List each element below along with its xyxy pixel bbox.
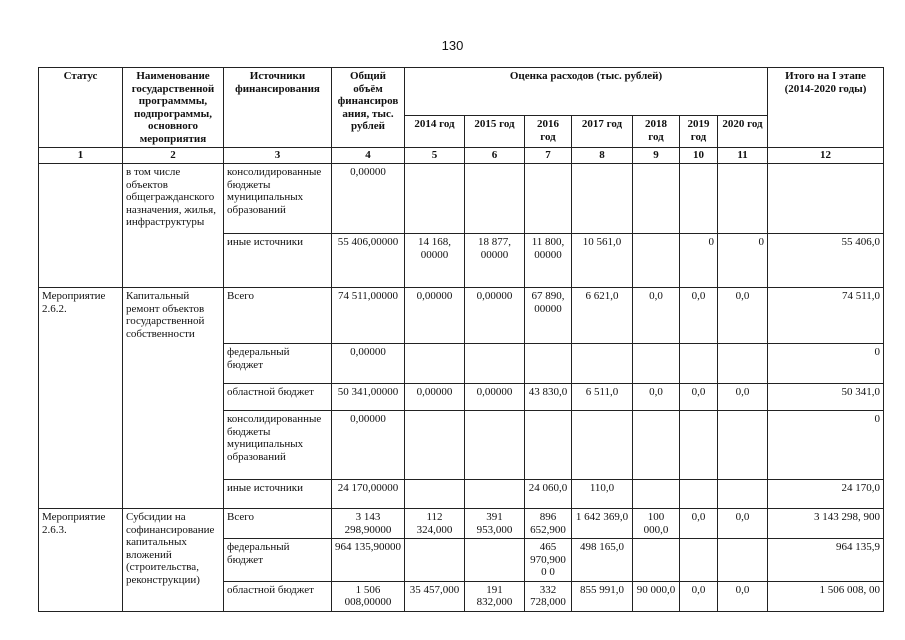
source-cell: Всего <box>224 509 332 539</box>
header-year: 2020 год <box>718 116 768 148</box>
value-cell <box>405 164 465 234</box>
value-cell: 191 832,000 <box>465 581 525 611</box>
stage-total-cell: 0 <box>768 344 884 384</box>
value-cell <box>633 411 680 480</box>
header-total: Общий объём финансирования, тыс. рублей <box>332 68 405 148</box>
stage-total-cell: 50 341,0 <box>768 384 884 411</box>
value-cell <box>525 164 572 234</box>
stage-total-cell: 0 <box>768 411 884 480</box>
value-cell: 0,00000 <box>465 288 525 344</box>
header-stage-total: Итого на I этапе (2014-2020 годы) <box>768 68 884 148</box>
value-cell: 11 800, 00000 <box>525 234 572 288</box>
value-cell: 0,0 <box>718 288 768 344</box>
value-cell: 896 652,900 <box>525 509 572 539</box>
value-cell <box>465 411 525 480</box>
value-cell: 0,0 <box>680 509 718 539</box>
total-cell: 0,00000 <box>332 344 405 384</box>
column-index: 11 <box>718 148 768 164</box>
column-index: 4 <box>332 148 405 164</box>
source-cell: Всего <box>224 288 332 344</box>
value-cell: 0,0 <box>633 288 680 344</box>
column-index: 6 <box>465 148 525 164</box>
total-cell: 964 135,90000 <box>332 539 405 582</box>
value-cell <box>405 480 465 509</box>
stage-total-cell: 74 511,0 <box>768 288 884 344</box>
value-cell: 0,00000 <box>405 288 465 344</box>
value-cell: 0,0 <box>680 581 718 611</box>
value-cell <box>465 539 525 582</box>
column-index: 3 <box>224 148 332 164</box>
value-cell <box>465 344 525 384</box>
total-cell: 0,00000 <box>332 164 405 234</box>
value-cell: 14 168, 00000 <box>405 234 465 288</box>
stage-total-cell: 964 135,9 <box>768 539 884 582</box>
value-cell: 43 830,0 <box>525 384 572 411</box>
value-cell: 35 457,000 <box>405 581 465 611</box>
value-cell: 498 165,0 <box>572 539 633 582</box>
value-cell: 6 511,0 <box>572 384 633 411</box>
source-cell: федеральный бюджет <box>224 344 332 384</box>
column-index: 5 <box>405 148 465 164</box>
value-cell <box>465 164 525 234</box>
value-cell <box>405 344 465 384</box>
name-cell: Капитальный ремонт объектов государственной собственности <box>123 288 224 509</box>
status-cell: Мероприятие 2.6.3. <box>39 509 123 612</box>
value-cell: 0,0 <box>718 581 768 611</box>
value-cell: 0 <box>680 234 718 288</box>
value-cell: 0,00000 <box>465 384 525 411</box>
source-cell: консолидированные бюджеты муниципальных образований <box>224 411 332 480</box>
stage-total-cell: 3 143 298, 900 <box>768 509 884 539</box>
value-cell <box>718 539 768 582</box>
source-cell: областной бюджет <box>224 581 332 611</box>
header-sources: Источники финансирования <box>224 68 332 148</box>
value-cell: 0,0 <box>680 384 718 411</box>
value-cell: 391 953,000 <box>465 509 525 539</box>
value-cell: 0,0 <box>718 384 768 411</box>
value-cell: 855 991,0 <box>572 581 633 611</box>
source-cell: консолидированные бюджеты муниципальных образований <box>224 164 332 234</box>
column-index: 2 <box>123 148 224 164</box>
value-cell: 10 561,0 <box>572 234 633 288</box>
value-cell <box>572 164 633 234</box>
value-cell <box>465 480 525 509</box>
value-cell: 465 970,9000 0 <box>525 539 572 582</box>
header-name: Наименование государственной программмы, подпрограммы, основного мероприятия <box>123 68 224 148</box>
value-cell <box>633 480 680 509</box>
value-cell <box>572 344 633 384</box>
value-cell: 0,0 <box>718 509 768 539</box>
value-cell <box>680 344 718 384</box>
stage-total-cell <box>768 164 884 234</box>
value-cell <box>680 539 718 582</box>
value-cell <box>718 344 768 384</box>
value-cell: 6 621,0 <box>572 288 633 344</box>
value-cell: 1 642 369,0 <box>572 509 633 539</box>
value-cell <box>680 164 718 234</box>
value-cell <box>405 539 465 582</box>
header-status: Статус <box>39 68 123 148</box>
value-cell <box>718 164 768 234</box>
total-cell: 74 511,00000 <box>332 288 405 344</box>
value-cell: 18 877, 00000 <box>465 234 525 288</box>
source-cell: федеральный бюджет <box>224 539 332 582</box>
header-year: 2014 год <box>405 116 465 148</box>
value-cell: 0 <box>718 234 768 288</box>
status-cell: Мероприятие 2.6.2. <box>39 288 123 509</box>
value-cell <box>525 411 572 480</box>
status-cell <box>39 164 123 288</box>
value-cell <box>633 164 680 234</box>
stage-total-cell: 24 170,0 <box>768 480 884 509</box>
value-cell <box>572 411 633 480</box>
value-cell: 0,0 <box>633 384 680 411</box>
value-cell: 0,0 <box>680 288 718 344</box>
source-cell: областной бюджет <box>224 384 332 411</box>
value-cell: 90 000,0 <box>633 581 680 611</box>
column-index: 8 <box>572 148 633 164</box>
value-cell <box>633 344 680 384</box>
value-cell <box>633 234 680 288</box>
stage-total-cell: 55 406,0 <box>768 234 884 288</box>
source-cell: иные источники <box>224 480 332 509</box>
total-cell: 50 341,00000 <box>332 384 405 411</box>
table-row <box>39 509 884 539</box>
header-year: 2015 год <box>465 116 525 148</box>
header-year: 2018 год <box>633 116 680 148</box>
stage-total-cell: 1 506 008, 00 <box>768 581 884 611</box>
value-cell <box>633 539 680 582</box>
value-cell: 24 060,0 <box>525 480 572 509</box>
header-estimate: Оценка расходов (тыс. рублей) <box>405 68 768 116</box>
value-cell <box>525 344 572 384</box>
header-year: 2016 год <box>525 116 572 148</box>
total-cell: 24 170,00000 <box>332 480 405 509</box>
header-year: 2019 год <box>680 116 718 148</box>
total-cell: 0,00000 <box>332 411 405 480</box>
value-cell: 67 890, 00000 <box>525 288 572 344</box>
column-index: 10 <box>680 148 718 164</box>
name-cell: в том числе объектов общегражданского назначения, жилья, инфраструктуры <box>123 164 224 288</box>
name-cell: Субсидии на софинансирование капитальных вложений (строительства, реконструкции) <box>123 509 224 612</box>
source-cell: иные источники <box>224 234 332 288</box>
value-cell: 112 324,000 <box>405 509 465 539</box>
column-index: 12 <box>768 148 884 164</box>
column-index: 1 <box>39 148 123 164</box>
value-cell <box>680 411 718 480</box>
table-row <box>39 164 884 234</box>
table-row <box>39 288 884 344</box>
value-cell <box>680 480 718 509</box>
value-cell: 110,0 <box>572 480 633 509</box>
value-cell <box>718 480 768 509</box>
header-year: 2017 год <box>572 116 633 148</box>
total-cell: 3 143 298,90000 <box>332 509 405 539</box>
budget-table <box>38 67 884 612</box>
value-cell: 100 000,0 <box>633 509 680 539</box>
value-cell: 0,00000 <box>405 384 465 411</box>
column-index: 7 <box>525 148 572 164</box>
total-cell: 1 506 008,00000 <box>332 581 405 611</box>
column-index: 9 <box>633 148 680 164</box>
total-cell: 55 406,00000 <box>332 234 405 288</box>
value-cell <box>718 411 768 480</box>
value-cell <box>405 411 465 480</box>
page-number: 130 <box>441 38 464 53</box>
value-cell: 332 728,000 <box>525 581 572 611</box>
